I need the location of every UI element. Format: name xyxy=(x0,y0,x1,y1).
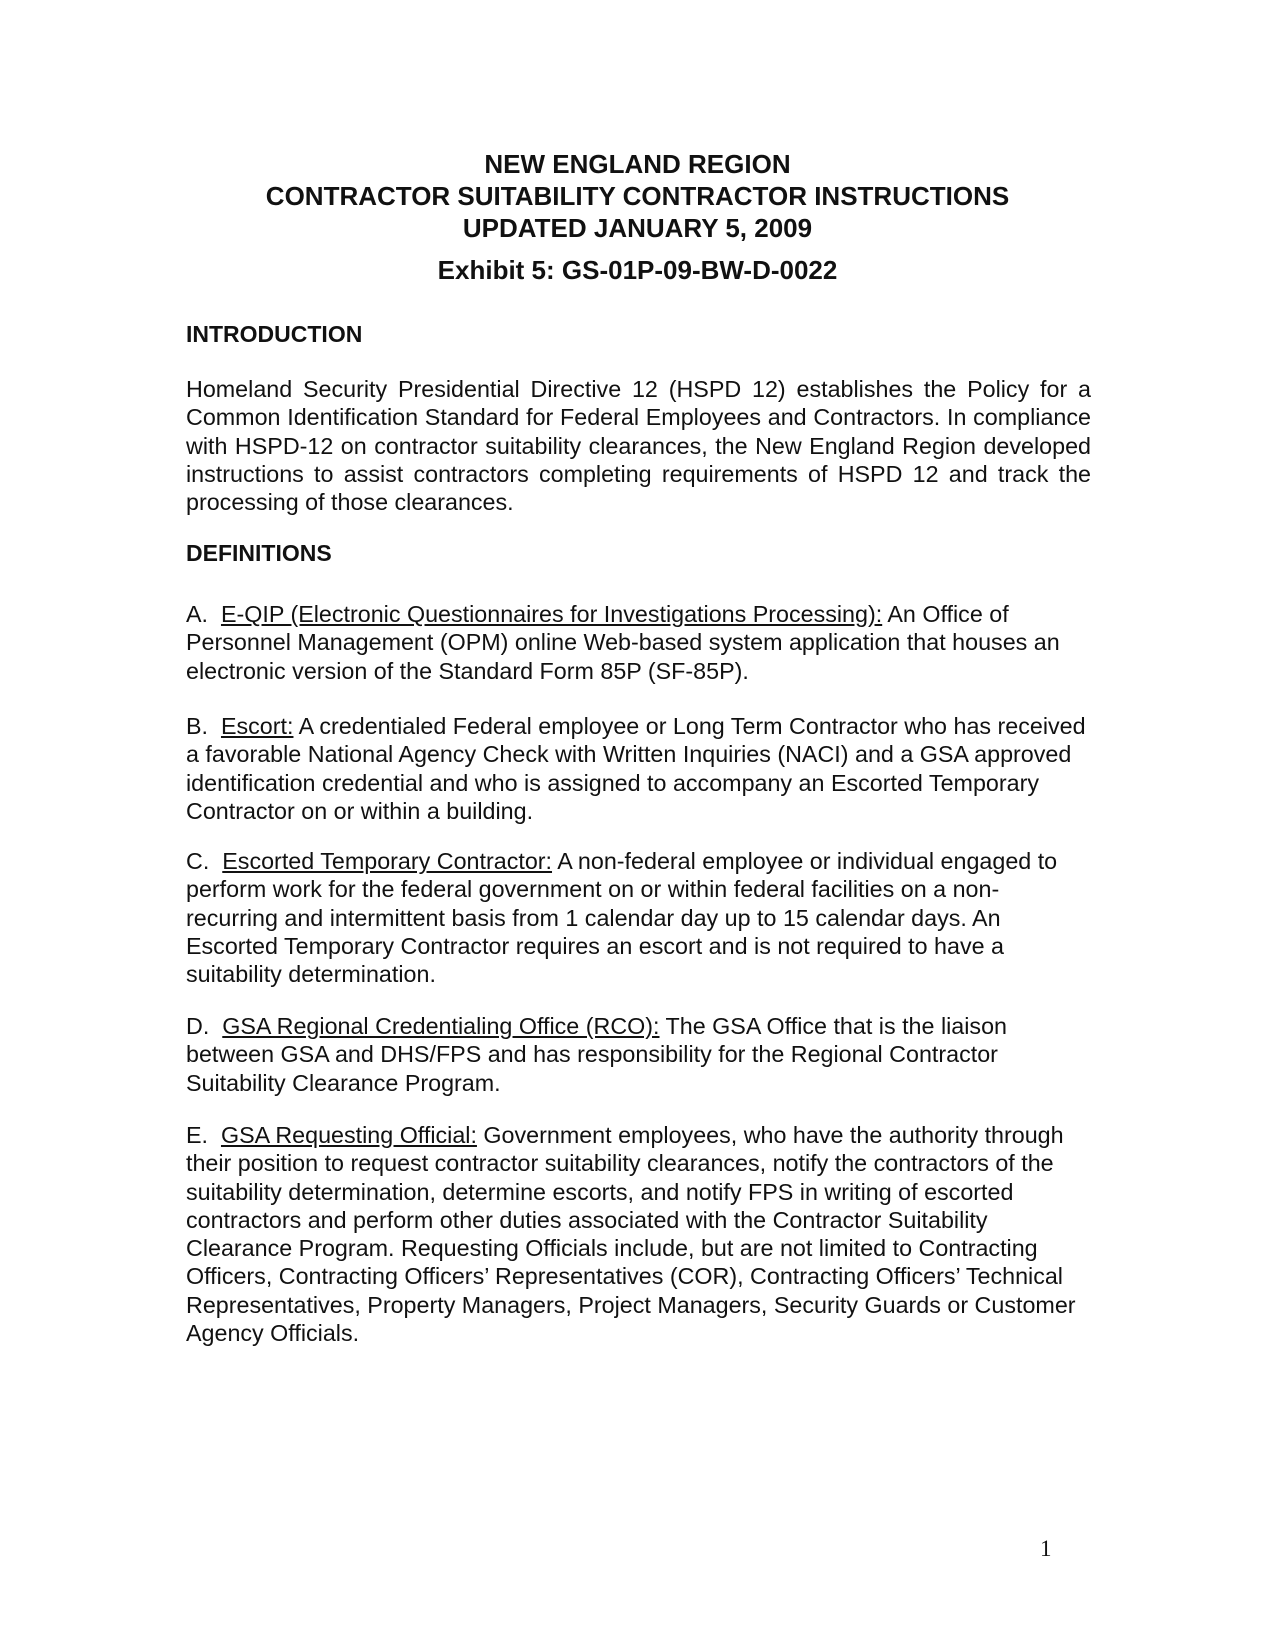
definition-item-a xyxy=(186,600,1091,685)
definition-term: E-QIP (Electronic Questionnaires for Investigations Processing): xyxy=(220,601,883,627)
definition-text: The GSA Office that is the liaison between GSA and DHS/FPS and has responsibility for the Regional Contractor Suitability Clearance Program. xyxy=(186,1013,1007,1096)
definition-item-c xyxy=(186,847,1091,988)
definition-item-e xyxy=(186,1121,1091,1347)
definition-item-b xyxy=(186,712,1091,825)
definition-letter: B. xyxy=(186,713,209,739)
exhibit-title: Exhibit 5: GS-01P-09-BW-D-0022 xyxy=(437,255,838,285)
definition-text: Government employees, who have the authority through their position to request contractor suitability clearances, notify the contractors of the suitability determination, determine escorts, and notify FPS in writing of escorted contractors and perform other duties associated with the Contractor Suitability Clearance Program. Requesting Officials include, but are not limited to Contracting Officers, Contracting Officers’ Representatives (COR), Contracting Officers’ Technical Representatives, Property Managers, Project Managers, Security Guards or Customer Agency Officials. xyxy=(186,1122,1076,1347)
title-line-instructions: CONTRACTOR SUITABILITY CONTRACTOR INSTRUCTIONS xyxy=(265,181,1010,211)
title-line-updated-date: UPDATED JANUARY 5, 2009 xyxy=(462,213,813,243)
introduction-heading: INTRODUCTION xyxy=(186,321,363,347)
definition-term: GSA Regional Credentialing Office (RCO): xyxy=(222,1013,660,1039)
definition-letter: C. xyxy=(186,848,210,874)
definition-term: Escort: xyxy=(220,713,294,739)
definition-letter: A. xyxy=(186,601,209,627)
introduction-paragraph: Homeland Security Presidential Directive 12 (HSPD 12) establishes the Policy for a Common Identification Standard for Federal Employees and Contractors. In compliance with HSPD-12 on contractor suitability clearances, the New England Region developed instructions to assist contractors completing requirements of HSPD 12 and track the processing of those clearances. xyxy=(186,376,1091,516)
definition-term: GSA Requesting Official: xyxy=(220,1122,477,1148)
definitions-heading: DEFINITIONS xyxy=(186,540,332,566)
document-title-block xyxy=(0,148,1275,244)
definition-letter: E. xyxy=(186,1122,209,1148)
title-line-region: NEW ENGLAND REGION xyxy=(484,149,791,179)
definition-term: Escorted Temporary Contractor: xyxy=(222,848,553,874)
definition-text: An Office of Personnel Management (OPM) online Web-based system application that houses an electronic version of the Standard Form 85P (SF-85P). xyxy=(186,601,1060,684)
page-number: 1 xyxy=(1040,1536,1052,1561)
definition-letter: D. xyxy=(186,1013,210,1039)
definition-text: A non-federal employee or individual engaged to perform work for the federal government on or within federal facilities on a non-recurring and intermittent basis from 1 calendar day up to 15 calendar days. An Escorted Temporary Contractor requires an escort and is not required to have a suitability determination. xyxy=(186,848,1058,988)
definition-text: A credentialed Federal employee or Long Term Contractor who has received a favorable National Agency Check with Written Inquiries (NACI) and a GSA approved identification credential and who is assigned to accompany an Escorted Temporary Contractor on or within a building. xyxy=(186,713,1086,824)
definition-item-d xyxy=(186,1012,1091,1097)
